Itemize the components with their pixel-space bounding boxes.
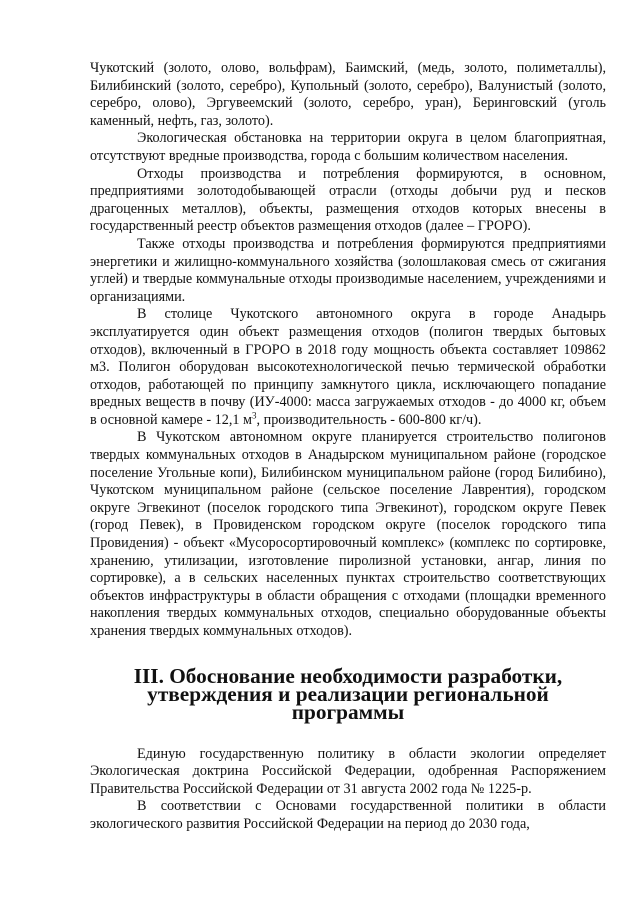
body-text-top	[90, 60, 606, 306]
section-heading-line-2: утверждения и реализации региональной программы	[147, 681, 549, 724]
body-text-bottom	[90, 746, 606, 834]
body-text-mid	[90, 429, 606, 640]
paragraph: Экологическая обстановка на территории округа в целом благоприятная, отсутствуют вредные производства, города с большим количеством населения.	[90, 130, 606, 164]
paragraph: Также отходы производства и потребления формируются предприятиями энергетики и жилищно-коммунального хозяйства (золошлаковая смесь от сжигания углей) и твердые коммунальные отходы производимые населением, учреждениями и организациями.	[90, 235, 606, 305]
paragraph-text: В столице Чукотского автономного округа в городе Анадырь эксплуатируется один объект размещения отходов (полигон твердых бытовых отходов), включенный в ГРОРО в 2018 году мощность объекта составляет 109862 м3. Полигон оборудован высокотехнологической печью термической обработки отходов, работающей по принципу замкнутого цикла, исключающего попадание вредных веществ в почву (ИУ-4000: масса загружаемых отходов - до 4000 кг, объем в основной камере - 12,1 м	[90, 306, 606, 428]
section-heading	[90, 663, 606, 724]
paragraph-text-tail: , производительность - 600-800 кг/ч).	[256, 411, 482, 428]
paragraph: Отходы производства и потребления формируются, в основном, предприятиями золотодобывающей отрасли (отходы добычи руд и песков драгоценных металлов), объекты, размещения отходов которых внесены в государственный реестр объектов размещения отходов (далее – ГРОРО).	[90, 165, 606, 235]
paragraph-anadyr-landfill	[90, 306, 606, 429]
section-heading-line-1: III. Обоснование необходимости разработки,	[133, 663, 563, 688]
superscript-exponent: 3	[252, 410, 257, 421]
paragraph: Единую государственную политику в области экологии определяет Экологическая доктрина Российской Федерации, одобренная Распоряжением Правительства Российской Федерации от 31 августа 2002 года № 1225-р.	[90, 745, 606, 797]
paragraph: Чукотский (золото, олово, вольфрам), Баимский, (медь, золото, полиметаллы), Билибинский (золото, серебро), Купольный (золото, серебро), Валунистый (золото, серебро, олово), Эргувеемский (золото, серебро, уран), Беринговский (уголь каменный, нефть, газ, золото).	[90, 60, 606, 129]
paragraph: В соответствии с Основами государственной политики в области экологического развития Российской Федерации на период до 2030 года,	[90, 798, 606, 832]
paragraph: В Чукотском автономном округе планируется строительство полигонов твердых коммунальных отходов в Анадырском муниципальном районе (городское поселение Угольные копи), Билибинском муниципальном районе (город Билибино), Чукотском муниципальном районе (сельское поселение Лаврентия), городском округе Эгвекинот (поселок городского типа Эгвекинот), городском округе Певек (город Певек), в Провиденском городском округе (поселок городского типа Провидения) - объект «Мусоросортировочный комплекс» (комплекс по сортировке, хранению, утилизации, изготовление пиролизной установки, ангар, линия по сортировке), а в сельских населенных пунктах строительство соответствующих объектов инфраструктуры в области обращения с отходами (площадки временного накопления твердых коммунальных отходов, специально оборудованные объекты хранения твердых коммунальных отходов).	[90, 429, 606, 639]
